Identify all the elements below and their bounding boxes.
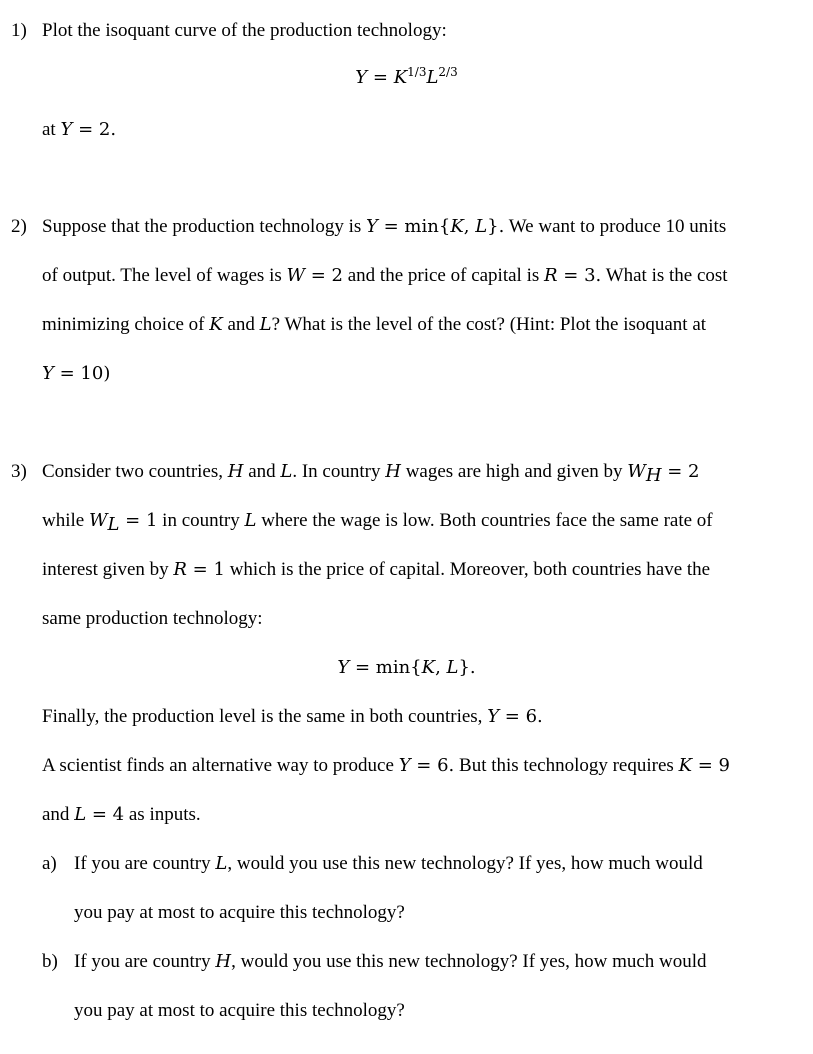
q3-l1-h: H <box>227 461 244 482</box>
q1-formula-y: Y <box>355 67 368 88</box>
q3-formula-k: K <box>421 657 436 678</box>
q3-formula-l: L <box>446 657 459 678</box>
q3a-line1 <box>74 852 703 876</box>
q1-formula-k: K <box>393 67 408 88</box>
q1-formula <box>0 66 813 90</box>
q3-l2-w-sub: L <box>107 514 120 535</box>
q3-l2-l: L <box>244 510 257 531</box>
q3b-line1 <box>74 950 707 974</box>
q3-l2-text3: where the wage is low. Both countries face the same rate of <box>256 510 713 531</box>
q1-at-prefix: at <box>42 119 61 140</box>
q2-l1-y: Y <box>366 216 378 237</box>
q1-formula-l-exp: 2/3 <box>438 65 458 79</box>
q3-l1-text2: . In country <box>292 461 386 482</box>
q3-formula-y: Y <box>337 657 350 678</box>
q2-l2-w: W <box>286 265 306 286</box>
q3-l2-w-val: = 1 <box>119 510 158 531</box>
q3a-line2: you pay at most to acquire this technology? <box>74 902 405 923</box>
q3-l6-text2: But this technology requires <box>454 755 679 776</box>
q1-at-line <box>42 118 116 142</box>
q3-line5 <box>42 705 543 729</box>
q2-l1-text2: We want to produce 10 units <box>504 216 727 237</box>
q1-prompt: Plot the isoquant curve of the production technology: <box>42 20 447 41</box>
q3-line4: same production technology: <box>42 608 263 629</box>
q2-l1-text: Suppose that the production technology is <box>42 216 367 237</box>
q2-l3-text2: ? What is the level of the cost? (Hint: Plot the isoquant at <box>271 314 707 335</box>
q2-l3-l: L <box>259 314 272 335</box>
q3-l1-h2: H <box>385 461 401 482</box>
q2-l4-val: = 10) <box>53 363 111 384</box>
q3b-h: H <box>215 951 232 972</box>
q3b-text2: , would you use this new technology? If yes, how much would <box>231 951 707 972</box>
q3-l3-text2: which is the price of capital. Moreover, both countries have the <box>224 559 711 580</box>
q2-l4-y: Y <box>42 363 54 384</box>
q2-l2-r-val: = 3. <box>557 265 602 286</box>
q2-l1-l: L <box>475 216 488 237</box>
q3-l1-l: L <box>280 461 293 482</box>
q1-number: 1) <box>11 20 27 41</box>
q2-l3-k: K <box>209 314 223 335</box>
q3-number: 3) <box>11 461 27 482</box>
q3-l1-w: W <box>627 461 646 482</box>
q3-l6-k: K <box>678 755 693 776</box>
q2-line1 <box>42 215 726 239</box>
q3-l6-text: A scientist finds an alternative way to produce <box>42 755 399 776</box>
q3-line3 <box>42 558 710 582</box>
q3-formula <box>0 656 813 680</box>
q3-l2-text: while <box>42 510 89 531</box>
q3-l6-y: Y <box>398 755 411 776</box>
q2-line2 <box>42 264 728 288</box>
q2-l1-comma: , <box>463 216 476 237</box>
q2-l2-text3: What is the cost <box>601 265 728 286</box>
q3-l2-text2: in country <box>157 510 245 531</box>
q3a-text2: , would you use this new technology? If yes, how much would <box>227 853 703 874</box>
q3-formula-min: = min{ <box>349 657 422 678</box>
q3a-text: If you are country <box>74 853 216 874</box>
q2-l1-k: K <box>450 216 464 237</box>
q1-formula-eq: = <box>367 67 394 88</box>
q3b-text: If you are country <box>74 951 216 972</box>
q3-l1-w-sub: H <box>645 465 662 486</box>
q3-l3-r: R <box>173 559 187 580</box>
q3-l5-y: Y <box>487 706 500 727</box>
q3-l5-text: Finally, the production level is the same in both countries, <box>42 706 488 727</box>
q2-line4 <box>42 362 110 386</box>
q2-l2-w-val: = 2 <box>305 265 343 286</box>
q2-l3-and: and <box>222 314 260 335</box>
q3-l1-text3: wages are high and given by <box>400 461 628 482</box>
q3-line2 <box>42 509 713 533</box>
q1-at-var: Y <box>60 119 73 140</box>
q2-l2-text: of output. The level of wages is <box>42 265 287 286</box>
q1-formula-l: L <box>426 67 439 88</box>
q3-line1 <box>42 460 700 484</box>
q3-formula-close: }. <box>458 657 476 678</box>
q1-formula-k-exp: 1/3 <box>407 65 427 79</box>
q2-l2-r: R <box>544 265 558 286</box>
q2-l3-text: minimizing choice of <box>42 314 210 335</box>
q3-l7-l-val: = 4 <box>86 804 125 825</box>
q3-l1-text: Consider two countries, <box>42 461 228 482</box>
q1-at-rest: = 2. <box>72 119 117 140</box>
q3-l6-k-val: = 9 <box>692 755 730 776</box>
q3-l1-and: and <box>243 461 281 482</box>
q2-l2-text2: and the price of capital is <box>343 265 545 286</box>
q3-l1-w-val: = 2 <box>661 461 700 482</box>
q3-line6 <box>42 754 730 778</box>
q3a-l: L <box>215 853 228 874</box>
q2-l1-close: }. <box>487 216 505 237</box>
q3-line7 <box>42 803 201 827</box>
q3-l3-text: interest given by <box>42 559 174 580</box>
q3-formula-comma: , <box>435 657 447 678</box>
q3-l7-and: and <box>42 804 75 825</box>
q3-l2-w: W <box>88 510 108 531</box>
q3-l7-l: L <box>74 804 87 825</box>
q3-l5-val: = 6. <box>499 706 543 727</box>
q3a-label: a) <box>42 853 57 874</box>
q3-l6-y-val: = 6. <box>410 755 455 776</box>
q2-number: 2) <box>11 216 27 237</box>
q3-l3-r-val: = 1 <box>186 559 225 580</box>
q3b-label: b) <box>42 951 58 972</box>
q2-l1-min: = min{ <box>377 216 451 237</box>
q3-l7-text: as inputs. <box>124 804 201 825</box>
q3b-line2: you pay at most to acquire this technology? <box>74 1000 405 1021</box>
q2-line3 <box>42 313 706 337</box>
